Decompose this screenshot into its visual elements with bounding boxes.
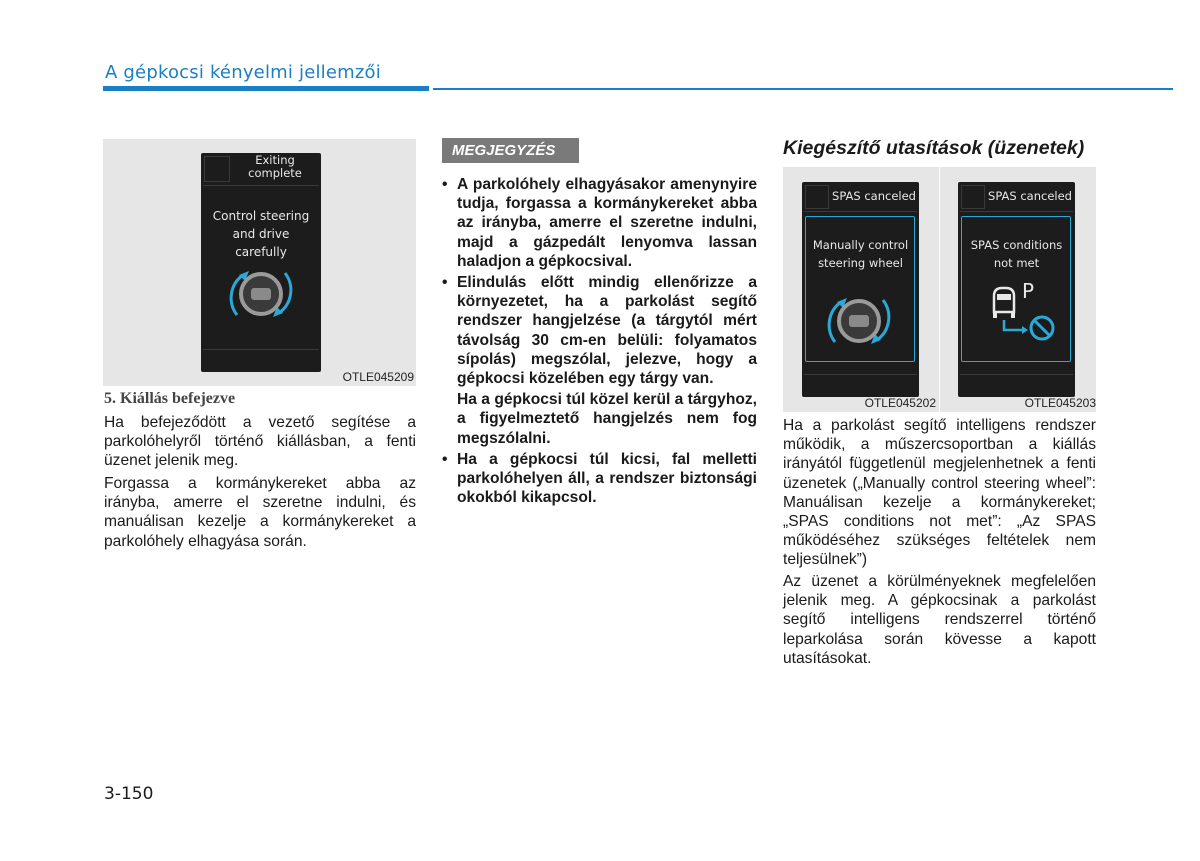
display-message-line-1: Control steering <box>212 209 310 223</box>
display-top-label: SPAS canceled <box>988 189 1072 203</box>
figure-code: OTLE045209 <box>342 370 414 384</box>
figure-manually-control <box>783 167 939 412</box>
display-message-line-1: SPAS conditions <box>970 238 1063 252</box>
paragraph-messages: Ha a parkolást segítő intelligens rendszer működik, a műszercsoportban a kiállás irányától függetlenül megjelenhetnek a fenti üzenetek („Manually control steering wheel”: Manuálisan kezelje a kormánykereket; „SPAS conditions not met”: „Az SPAS működéséhez szükséges feltételek nem teljesülnek”) <box>783 417 1096 569</box>
figure-code: OTLE045202 <box>864 396 936 410</box>
note-text: Ha a gépkocsi túl közel kerül a tárgyhoz, a figyelmeztető hangjelzés nem fog megszólalni. <box>457 391 757 447</box>
note-list <box>442 175 757 509</box>
display-message-line-1: Manually control <box>812 238 909 252</box>
list-item <box>442 450 757 508</box>
list-item-continuation <box>442 390 757 448</box>
note-text: A parkolóhely elhagyásakor amenynyire tudja, forgassa a kormánykereket abba az irányba, amerre el szeretne indulni, majd a gázpedált lenyomva lassan haladjon a gépkocsival. <box>457 176 757 270</box>
status-icon-box <box>805 185 829 209</box>
status-icon-box <box>204 156 230 182</box>
display-message-line-2: not met <box>993 256 1040 270</box>
chapter-title: A gépkocsi kényelmi jellemzői <box>105 62 381 83</box>
note-text: Ha a gépkocsi túl kicsi, fal melletti parkolóhelyen áll, a rendszer biztonsági okokból kikapcsol. <box>457 450 757 507</box>
step-caption: 5. Kiállás befejezve <box>104 390 236 407</box>
header-rule-thick <box>103 86 429 91</box>
display-divider-bottom <box>203 349 319 350</box>
cluster-display <box>802 182 919 397</box>
display-top-label: SPAS canceled <box>832 189 916 203</box>
display-divider <box>203 185 319 186</box>
cluster-display <box>958 182 1075 397</box>
bullet-mark: • <box>442 450 448 468</box>
paragraph-exit-complete: Ha befejeződött a vezető segítése a parkolóhelyről történő kiállásban, a fenti üzenet jelenik meg. <box>104 414 416 470</box>
note-badge: MEGJEGYZÉS <box>442 138 579 163</box>
steering-wheel-icon <box>223 263 299 325</box>
steering-wheel-icon <box>822 290 896 352</box>
display-top-label: Exiting complete <box>248 153 302 180</box>
bullet-mark: • <box>442 274 448 292</box>
display-divider <box>960 211 1073 212</box>
note-text: Elindulás előtt mindig ellenőrizze a környezetet, ha a parkolást segítő rendszer hangjelzése (a tárgytól mért távolság 30 cm-en belüli: folyamatos sípolás) megszólal, jelezve, hogy a gépkocsi közelében egy tárgy van. <box>457 274 757 388</box>
list-item <box>442 273 757 388</box>
figure-code: OTLE045203 <box>1024 396 1096 410</box>
parking-p-symbol: P <box>1021 279 1035 303</box>
status-icon-box <box>961 185 985 209</box>
paragraph-follow-instructions: Az üzenet a körülményeknek megfelelően jelenik meg. A gépkocsinak a parkolást segítő intelligens rendszerrel történő leparkolása során kövesse a kapott utasításokat. <box>783 573 1096 667</box>
cluster-display <box>201 153 321 372</box>
display-message-line-3: carefully <box>235 245 287 259</box>
page-number: 3-150 <box>104 784 154 804</box>
figure-exiting-complete <box>103 139 416 386</box>
display-divider <box>804 211 917 212</box>
list-item <box>442 175 757 271</box>
figure-conditions-not-met <box>940 167 1096 412</box>
display-divider-bottom <box>960 374 1073 375</box>
display-message-line-2: and drive <box>232 227 290 241</box>
header-rule-thin <box>433 88 1173 90</box>
section-title: Kiegészítő utasítások (üzenetek) <box>783 137 1085 159</box>
paragraph-steer-manually: Forgassa a kormánykereket abba az irányba, amerre el szeretne indulni, és manuálisan kezelje a kormánykereket a parkolóhely elhagyása során. <box>104 475 416 550</box>
bullet-mark: • <box>442 176 448 193</box>
display-message-line-2: steering wheel <box>818 256 903 270</box>
display-divider-bottom <box>804 374 917 375</box>
